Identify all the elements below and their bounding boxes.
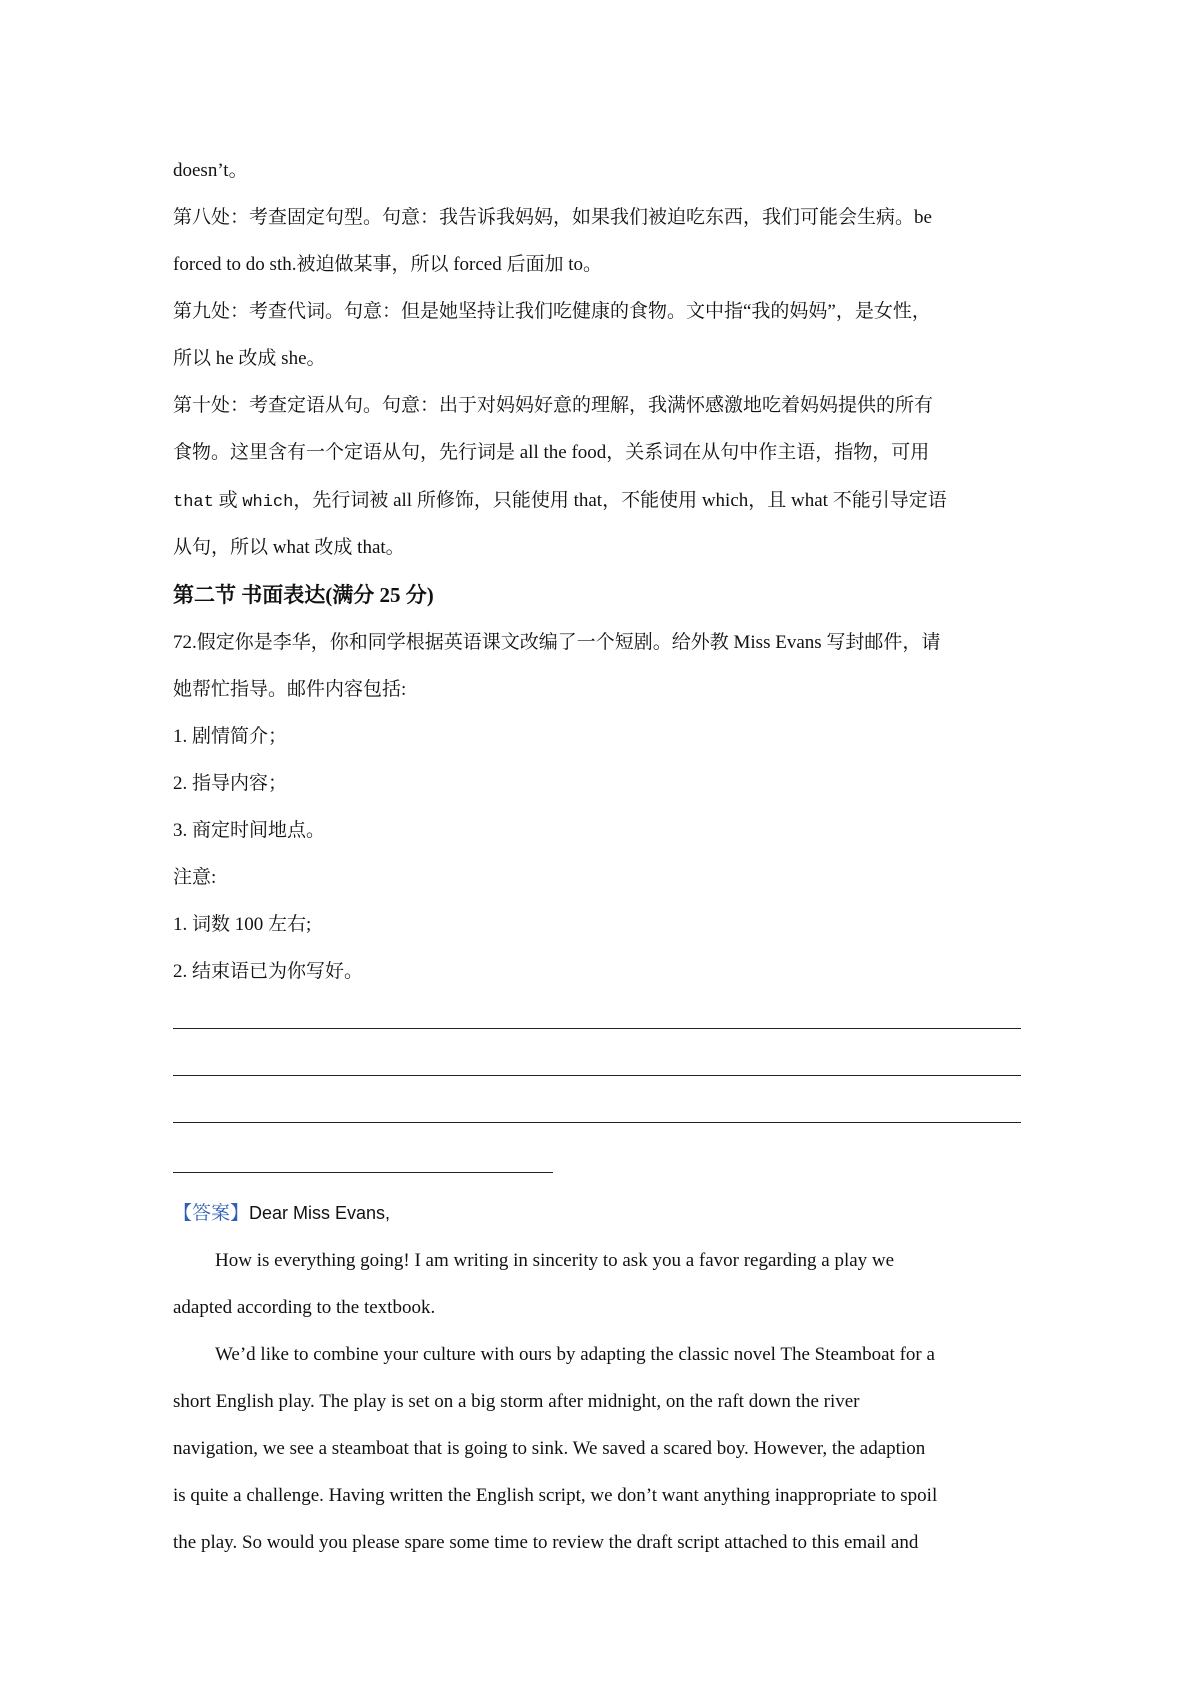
section-title: 第二节 书面表达(满分 25 分) — [173, 583, 434, 607]
text-line: 所以 he 改成 she。 — [173, 348, 326, 369]
text-line: 从句，所以 what 改成 that。 — [173, 537, 405, 558]
answer-line: How is everything going! I am writing in sincerity to ask you a favor regarding a play we — [215, 1250, 895, 1271]
code-word: which — [242, 493, 294, 512]
answer-line: We’d like to combine your culture with ours by adapting the classic novel The Steamboat for a — [215, 1344, 935, 1365]
question-line: 2. 指导内容； — [173, 773, 288, 794]
question-line: 1. 剧情简介； — [173, 726, 288, 747]
text-line: 食物。这里含有一个定语从句，先行词是 all the food，关系词在从句中作主语，指物，可用 — [173, 442, 930, 463]
answer-header — [173, 1200, 390, 1227]
question-line: 她帮忙指导。邮件内容包括: — [173, 679, 407, 700]
answer-line: short English play. The play is set on a big storm after midnight, on the raft down the river — [173, 1391, 860, 1412]
text-line: forced to do sth.被迫做某事，所以 forced 后面加 to。 — [173, 254, 603, 275]
answer-blank-line — [173, 1075, 1021, 1076]
text-line — [173, 488, 947, 516]
question-line: 注意: — [173, 867, 217, 888]
answer-blank-line — [173, 1122, 1021, 1123]
question-line: 2. 结束语已为你写好。 — [173, 961, 364, 982]
inline-text: 或 — [213, 490, 243, 511]
answer-line: adapted according to the textbook. — [173, 1297, 436, 1318]
answer-line: the play. So would you please spare some time to review the draft script attached to this email and — [173, 1532, 919, 1553]
question-line: 3. 商定时间地点。 — [173, 820, 326, 841]
answer-salutation: Dear Miss Evans, — [249, 1203, 391, 1223]
text-line: doesn’t。 — [173, 160, 248, 181]
answer-line: navigation, we see a steamboat that is going to sink. We saved a scared boy. However, the adaption — [173, 1438, 926, 1459]
text-line: 第八处：考查固定句型。句意：我告诉我妈妈，如果我们被迫吃东西，我们可能会生病。be — [173, 207, 932, 228]
question-line: 1. 词数 100 左右; — [173, 914, 312, 935]
answer-blank-line — [173, 1028, 1021, 1029]
answer-tag: 【答案】 — [173, 1203, 250, 1224]
answer-line: is quite a challenge. Having written the English script, we don’t want anything inappropriate to spoil — [173, 1485, 938, 1506]
answer-blank-line — [173, 1172, 553, 1173]
text-line: 第九处：考查代词。句意：但是她坚持让我们吃健康的食物。文中指“我的妈妈”，是女性， — [173, 301, 931, 322]
code-word: that — [173, 493, 214, 512]
text-line: 第十处：考查定语从句。句意：出于对妈妈好意的理解，我满怀感激地吃着妈妈提供的所有 — [173, 395, 934, 416]
question-line: 72.假定你是李华，你和同学根据英语课文改编了一个短剧。给外教 Miss Evans 写封邮件，请 — [173, 632, 941, 653]
inline-text: ，先行词被 all 所修饰，只能使用 that，不能使用 which，且 what 不能引导定语 — [293, 490, 947, 511]
